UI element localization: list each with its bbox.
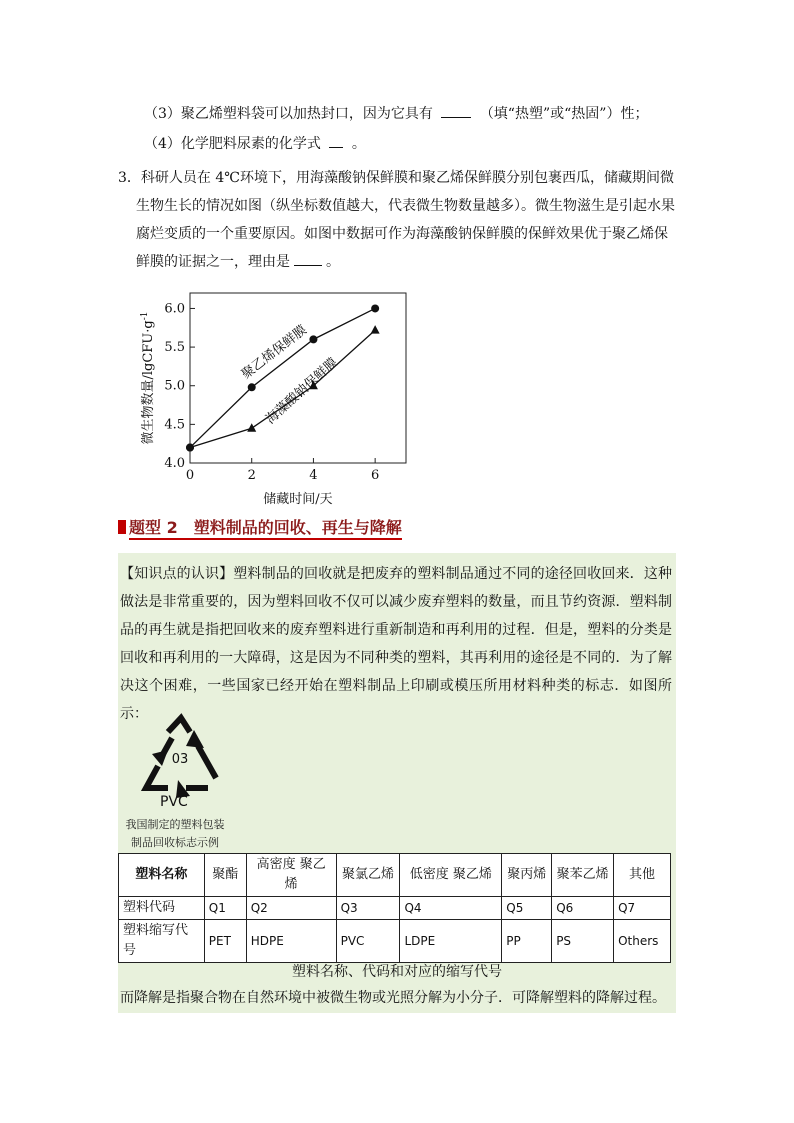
y-axis-label-superscript: -1 (140, 311, 150, 321)
question-part-3-text: （3）聚乙烯塑料袋可以加热封口，因为它具有 (144, 106, 433, 122)
y-tick-label: 6.0 (164, 301, 185, 317)
table-cell: 聚氯乙烯 (336, 854, 400, 897)
table-cell: Q5 (502, 897, 552, 920)
table-cell: 高密度 聚乙烯 (246, 854, 336, 897)
data-point (371, 325, 380, 334)
table-cell: 聚丙烯 (502, 854, 552, 897)
heading-marker-icon (118, 520, 126, 534)
table-cell: PS (552, 920, 614, 963)
question-3-line-4: 鲜膜的证据之一，理由是 (136, 254, 290, 270)
answer-blank (329, 133, 343, 148)
logo-caption-line-1: 我国制定的塑料包装 (125, 818, 225, 831)
table-cell: 聚苯乙烯 (552, 854, 614, 897)
data-point (248, 383, 256, 391)
recycling-logo (120, 710, 225, 850)
question-3-line-1: 科研人员在 4℃环境下，用海藻酸钠保鲜膜和聚乙烯保鲜膜分别包裹西瓜，储藏期间微 (140, 170, 674, 186)
question-part-4-after: 。 (351, 136, 366, 152)
table-cell: 聚酯 (204, 854, 246, 897)
table-row-names (119, 854, 671, 897)
logo-caption-line-2: 制品回收标志示例 (131, 836, 219, 849)
section-heading-text: 题型 2 塑料制品的回收、再生与降解 (129, 518, 402, 540)
question-3-number: 3． (118, 170, 141, 186)
x-axis-label: 储藏时间/天 (263, 492, 333, 505)
question-3-line-4-after: 。 (326, 254, 340, 270)
table-cell: 低密度 聚乙烯 (400, 854, 502, 897)
microbe-growth-chart (118, 285, 418, 505)
data-point (309, 335, 317, 343)
table-cell: HDPE (246, 920, 336, 963)
recycling-code: PVC (160, 794, 188, 810)
y-axis-label-text: 微生物数量/lgCFU·g (141, 320, 156, 445)
table-cell: LDPE (400, 920, 502, 963)
question-part-3-after: （填“热塑”或“热固”）性； (479, 106, 649, 122)
question-3-line-3: 腐烂变质的一个重要原因。如图中数据可作为海藻酸钠保鲜膜的保鲜效果优于聚乙烯保 (136, 226, 668, 242)
table-cell: PET (204, 920, 246, 963)
table-row-codes (119, 897, 671, 920)
answer-blank (294, 251, 322, 266)
y-tick-label: 5.5 (164, 340, 185, 356)
recycling-number: 03 (171, 752, 189, 767)
section-heading (118, 515, 402, 538)
table-cell: Q3 (336, 897, 400, 920)
y-axis-label (140, 311, 156, 444)
data-point (371, 304, 379, 312)
table-row-label: 塑料缩写代号 (119, 920, 205, 963)
data-point (247, 423, 256, 432)
table-cell: Q1 (204, 897, 246, 920)
table-cell: Q2 (246, 897, 336, 920)
plastic-codes-table (118, 853, 671, 963)
table-cell: PVC (336, 920, 400, 963)
question-part-4-text: （4）化学肥料尿素的化学式 (144, 136, 321, 152)
x-tick-label: 0 (185, 468, 195, 483)
x-tick-label: 6 (371, 468, 380, 483)
table-cell: PP (502, 920, 552, 963)
question-part-4 (144, 133, 366, 154)
table-row-label: 塑料名称 (119, 854, 205, 897)
knowledge-paragraph: 【知识点的认识】塑料制品的回收就是把废弃的塑料制品通过不同的途径回收回来．这种做法是非常重要的，因为塑料回收不仅可以减少废弃塑料的数量，而且节约资源．塑料制品的再生就是指把回收来的废弃塑料进行重新制造和再利用的过程．但是，塑料的分类是回收和再利用的一大障碍，这是因为不同种类的塑料，其再利用的途径是不同的．为了解决这个困难，一些国家已经开始在塑料制品上印刷或模压所用材料种类的标志．如图所示： (120, 566, 672, 722)
table-row-label: 塑料代码 (119, 897, 205, 920)
x-tick-label: 4 (309, 468, 318, 483)
table-caption: 塑料名称、代码和对应的缩写代号 (292, 964, 502, 980)
question-3 (118, 164, 684, 276)
y-tick-label: 4.0 (164, 456, 185, 471)
table-cell: Q6 (552, 897, 614, 920)
question-3-line-2: 生物生长的情况如图（纵坐标数值越大，代表微生物数量越多）。微生物滋生是引起水果 (136, 198, 675, 214)
y-tick-label: 4.5 (164, 417, 185, 433)
table-cell: 其他 (614, 854, 671, 897)
data-point (186, 444, 194, 452)
series-label-polyethylene: 聚乙烯保鲜膜 (239, 322, 310, 383)
series-line (190, 308, 375, 447)
degradation-sentence: 而降解是指聚合物在自然环境中被微生物或光照分解为小分子．可降解塑料的降解过程。 (120, 990, 666, 1006)
series-label-sodium-alginate: 海藻酸钠保鲜膜 (263, 355, 341, 428)
table-cell: Q7 (614, 897, 671, 920)
y-tick-label: 5.0 (164, 378, 185, 394)
table-cell: Others (614, 920, 671, 963)
table-row-abbreviations (119, 920, 671, 963)
question-part-3 (144, 103, 648, 124)
x-tick-label: 2 (247, 468, 256, 483)
answer-blank (441, 103, 471, 118)
table-cell: Q4 (400, 897, 502, 920)
